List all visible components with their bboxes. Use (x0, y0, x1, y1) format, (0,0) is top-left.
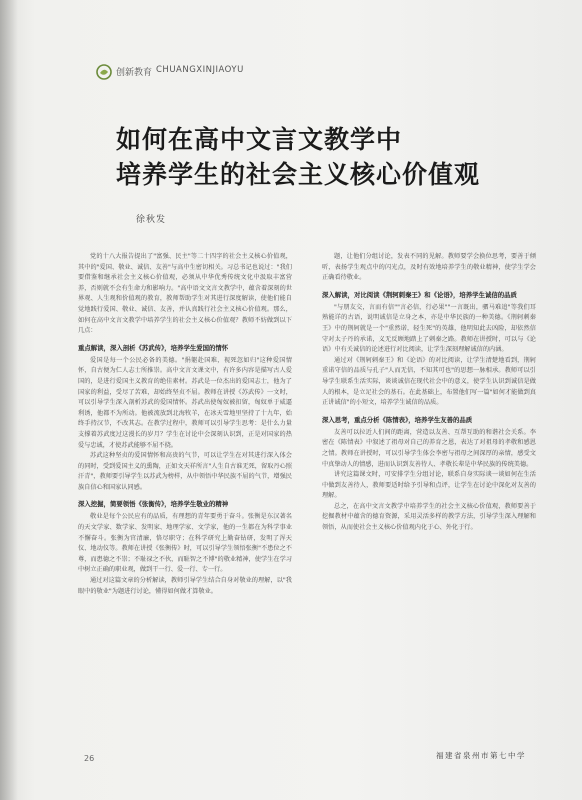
body-paragraph: 友善可以拉近人们间的距离，营造以友善、互帮互助的和谐社会关系。李密在《陈情表》中叙述了祖母对自己的养育之恩，表达了对祖母的孝敬和感恩之情。教师在讲授时，可以引导学生体会李密与祖母之间深厚的亲情，感受文中真挚动人的情感，进而认识到友善待人、孝敬长辈是中华民族的传统美德。 (322, 428, 536, 468)
author-affiliation: 福建省泉州市第七中学 (436, 751, 526, 760)
body-paragraph: 敬业是每个公民应有的品质，有理想的青年要勇于奋斗。张衡是东汉著名的天文学家、数学家、发明家、地理学家、文学家，他的一生都在为科学事业不懈奋斗。张衡为官清廉，恪尽职守；在科学研究上勤奋钻研，发明了浑天仪、地动仪等。教师在讲授《张衡传》时，可以引导学生领悟张衡"不患位之不尊，而患德之不崇；不耻禄之不伙，而耻智之不博"的敬业精神，使学生在学习中树立正确的职业观，做到干一行、爱一行、专一行。 (78, 513, 292, 574)
title-line-1: 如何在高中文言文教学中 (116, 125, 403, 154)
body-paragraph: 通过对《荆轲刺秦王》和《论语》的对比阅读，让学生清楚地看到，荆轲重诺守信的品质与孔子"人而无信，不知其可也"的思想一脉相承。教师可以引导学生联系生活实际，谈谈诚信在现代社会中的意义，使学生认识到诚信是做人的根本，是立足社会的基石。在此基础上，布置他们写一篇"如何才能做到真正讲诚信"的小短文，培养学生诚信的品质。 (322, 356, 536, 407)
body-paragraph: 苏武这种坚贞的爱国情怀和高贵的气节，可以让学生在对其进行深入体会的同时，受到爱国主义的熏陶，正如文天祥所言"人生自古谁无死，留取丹心照汗青"，教师要引导学生以苏武为榜样，从中领悟中华民族不屈的气节，增强民族自信心和国家认同感。 (78, 452, 292, 491)
author-name: 徐秋发 (136, 215, 167, 225)
section-logo-icon (96, 64, 112, 80)
spine-shadow (0, 0, 18, 800)
body-paragraph: 讲究这篇课文时，可安排学生分组讨论，联系自身实际谈一谈如何在生活中做到友善待人，教师要适时给予引导和点评，让学生在讨论中深化对友善的理解。 (322, 471, 536, 500)
section-heading: 深入思考，重点分析《陈情表》，培养学生友善的品质 (322, 415, 473, 424)
body-paragraph: 题，让他们分组讨论，发表不同的见解。教师要学会换位思考，要善于倾听，表扬学生观点中的闪光点，及时有效地培养学生的敬业精神，使学生学会正确看待敬业。 (322, 253, 536, 282)
body-paragraph: 爱国是每一个公民必备的美德。"捐躯赴国难，视死忽如归"这种爱国情怀，自古便为仁人志士所推崇。高中文言文课文中，有许多内容是描写古人爱国的，是进行爱国主义教育的绝佳素材。苏武是一位杰出的爱国志士，他为了国家的利益，受尽了苦难，却始终坚贞不屈。教师在讲授《苏武传》一文时，可以引导学生深入剖析苏武的爱国情怀。苏武出使匈奴被扣留，匈奴单于威逼利诱，他都不为所动。他被流放到北海牧羊，在冰天雪地里坚持了十九年，始终手持汉节，不改其志。在教学过程中，教师可以引导学生思考：是什么力量支撑着苏武度过这漫长的岁月？学生在讨论中会深刻认识到，正是对国家的热爱与忠诚，才使苏武能够不屈不挠。 (78, 356, 292, 449)
section-heading: 深入挖掘，简要领悟《张衡传》，培养学生敬业的精神 (78, 500, 229, 509)
page-number: 26 (84, 754, 95, 763)
section-heading: 重点解读，深入剖析《苏武传》，培养学生爱国的情怀 (78, 343, 229, 352)
section-name: 创新教育 (116, 68, 153, 78)
left-column (78, 252, 292, 772)
body-paragraph: 通过对这篇文章的分析解读，教师引导学生结合自身对敬业的理解，以"我眼中的敬业"为题进行讨论，懂得如何做才算敬业。 (78, 577, 292, 595)
right-column (322, 252, 536, 707)
body-paragraph: 总之，在高中文言文教学中培养学生的社会主义核心价值观，教师要善于挖掘教材中蕴含的德育资源，采用灵活多样的教学方法，引导学生深入理解和领悟，从而使社会主义核心价值观内化于心、外化于行。 (322, 502, 536, 532)
article-title (116, 122, 481, 192)
body-paragraph: "与朋友交，言而有信""言必信，行必果""一言既出，驷马难追"等我们耳熟能详的古语，说明诚信是立身之本，亦是中华民族的一种美德。《荆轲刺秦王》中的荆轲就是一个"重然诺，轻生死"的英雄，他明知此去凶险，却依然信守对太子丹的承诺，义无反顾地踏上了刺秦之路。教师在讲授时，可以与《论语》中有关诚信的论述进行对比阅读，让学生深刻理解诚信的内涵。 (322, 303, 536, 354)
section-heading: 深入解读，对比阅读《荆轲刺秦王》和《论语》，培养学生诚信的品质 (322, 290, 517, 299)
title-line-2: 培养学生的社会主义核心价值观 (116, 160, 481, 189)
section-pinyin: CHUANGXINJIAOYU (156, 65, 244, 75)
body-paragraph: 党的十八大报告提出了"富强、民主"等二十四字的社会主义核心价值观，其中的"爱国、敬业、诚信、友善"与高中生密切相关。习总书记也说过："我们要借鉴和继承社会主义核心价值观，必须从中华优秀传统文化中汲取丰富营养，否则就不会有生命力和影响力。"高中语文文言文教学中，蕴含着深刻的世界观、人生观和价值观的教育，教师帮助学生对其进行深度解读，使他们能自觉地践行爱国、敬业、诚信、友善，并认真践行社会主义核心价值观。那么，如何在高中文言文教学中培养学生的社会主义核心价值观？教师不妨做到以下几点： (78, 253, 292, 335)
